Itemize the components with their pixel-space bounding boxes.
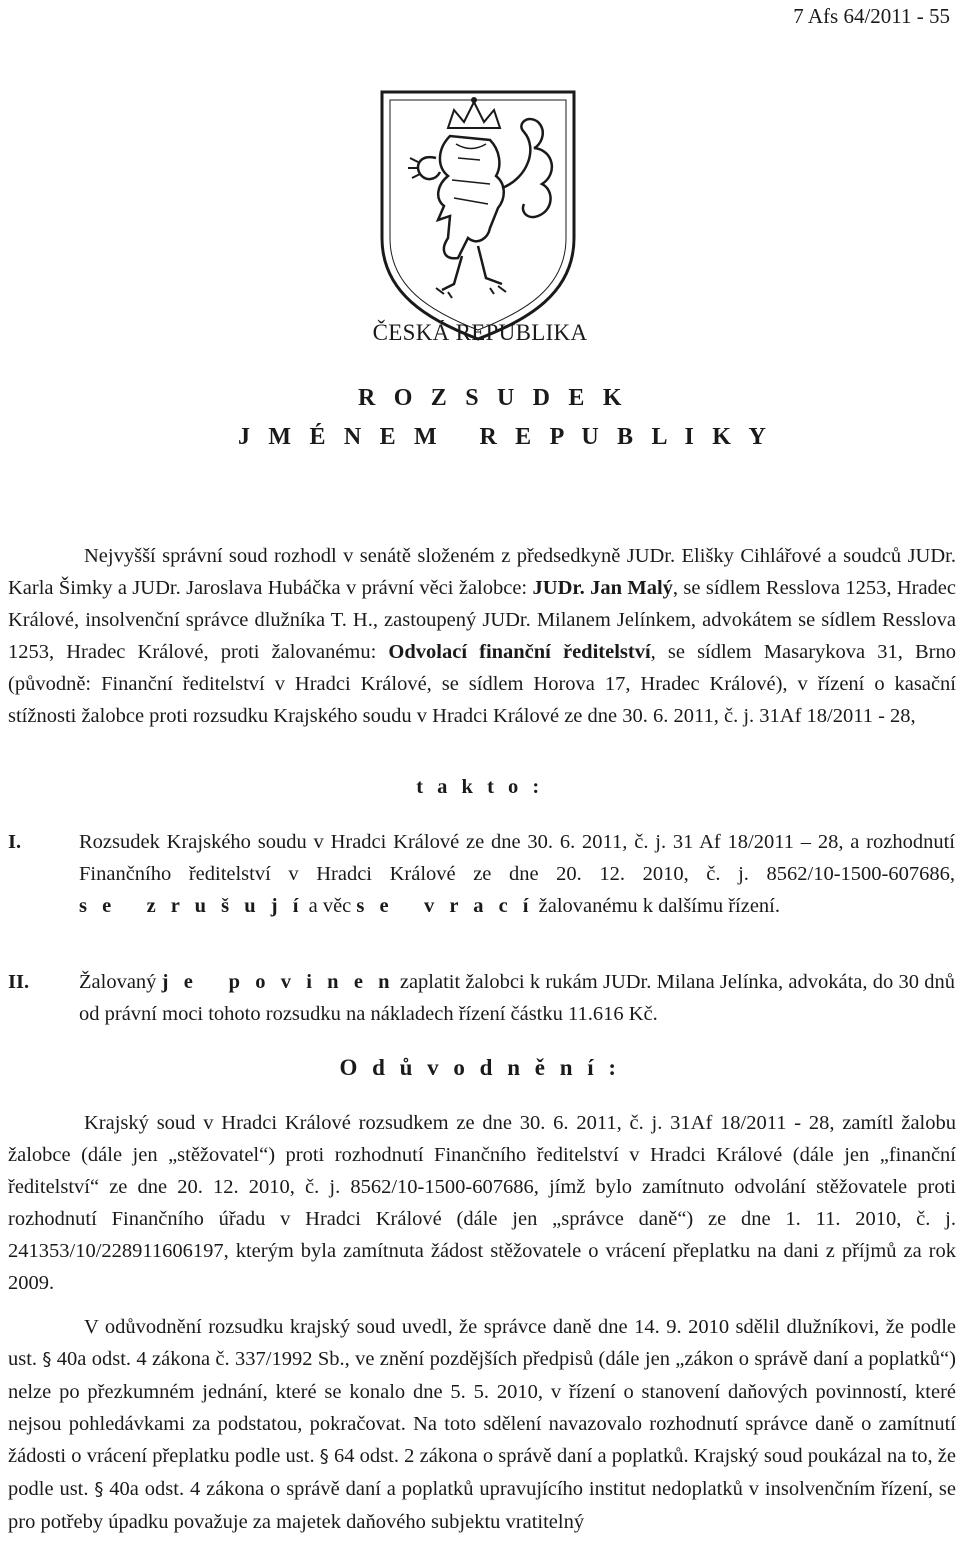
- verdict-item-1: [79, 826, 955, 922]
- verdict-heading: t a k t o :: [416, 776, 544, 798]
- verdict-item-2-text-a: Žalovaný: [79, 971, 162, 993]
- plaintiff-name: JUDr. Jan Malý: [532, 577, 673, 599]
- reasoning-text-2a: V odůvodnění rozsudku krajský soud uvedl, že správce daně dne 14. 9. 2010 sdělil dlužníkovi, že podle ust.: [8, 1316, 956, 1370]
- intro-text-2: , se sídlem Resslova 1253, Hradec Králové, insolvenční správce dlužníka T. H., zastoupený JUDr. Milanem Jelínkem, advokátem se sídlem Resslova 1253, Hradec Králové, proti žalovanému:: [8, 577, 956, 663]
- verdict-item-1-text-b: a věc: [303, 895, 357, 917]
- section-sign: §: [42, 1349, 52, 1370]
- reasoning-paragraph-1: [8, 1107, 956, 1299]
- reasoning-paragraph-2: [8, 1311, 956, 1538]
- document-title: R O Z S U D E K: [358, 385, 628, 411]
- document-subtitle: J M É N E M R E P U B L I K Y: [238, 424, 773, 450]
- reasoning-text-2b: 40a odst. 4 zákona č. 337/1992 Sb., ve znění pozdějších předpisů (dále jen „zákon o správě daní a poplatků“) nelze po přezkumném jednání, které se konalo dne 5. 5. 2010, v řízení o stanovení daňových povinností, které nejsou pohledávkami za podstatou, pokračovat. Na toto sdělení navazovalo rozhodnutí správce daně o zamítnutí žádosti o vrácení přeplatku podle ust.: [8, 1348, 956, 1467]
- verdict-item-1-text-c: žalovanému k dalšímu řízení.: [533, 895, 780, 917]
- verdict-item-number-1: I.: [8, 831, 22, 853]
- intro-text-1: Nejvyšší správní soud rozhodl v senátě složeném z předsedkyně JUDr. Elišky Cihlářové a soudců JUDr. Karla Šimky a JUDr. Jaroslava Hubáčka v právní věci žalobce:: [8, 545, 956, 599]
- defendant-name: Odvolací finanční ředitelství: [388, 641, 651, 663]
- section-sign: §: [94, 1479, 104, 1500]
- intro-text-3: , se sídlem Masarykova 31, Brno (původně: Finanční ředitelství v Hradci Králové, se sídlem Horova 17, Hradec Králové), v řízení o kasační stížnosti žalobce proti rozsudku Krajského soudu v Hradci Králové ze dne 30. 6. 2011, č. j. 31Af 18/2011 - 28,: [8, 641, 956, 727]
- verdict-item-1-emph-2: s e v r a c í: [356, 895, 534, 917]
- verdict-item-number-2: II.: [8, 971, 30, 993]
- verdict-item-2-text-b: zaplatit žalobci k rukám JUDr. Milana Jelínka, advokáta, do 30 dnů od právní moci tohoto rozsudku na nákladech řízení částku 11.616 Kč.: [79, 971, 955, 1025]
- verdict-item-2-emph: j e p o v i n e n: [161, 971, 395, 993]
- reasoning-text-2c: 64 odst. 2 zákona o správě daní a poplatků. Krajský soud poukázal na to, že podle ust.: [8, 1445, 956, 1500]
- reasoning-heading: O d ů v o d n ě n í :: [339, 1055, 621, 1080]
- verdict-item-2: [79, 966, 955, 1030]
- country-name: ČESKÁ REPUBLIKA: [372, 320, 588, 345]
- verdict-item-1-text-a: Rozsudek Krajského soudu v Hradci Králové ze dne 30. 6. 2011, č. j. 31 Af 18/2011 – 28, a rozhodnutí Finančního ředitelství v Hradci Králové ze dne 20. 12. 2010, č. j. 8562/10-1500-607686,: [79, 831, 955, 885]
- reasoning-text-2d: 40a odst. 4 zákona o správě daní a poplatků upravujícího institut nedoplatků v insolvenčním řízení, se pro potřeby úpadku považuje za majetek daňového subjektu vratitelný: [8, 1478, 957, 1533]
- intro-paragraph: [8, 540, 956, 732]
- reasoning-text-1: Krajský soud v Hradci Králové rozsudkem ze dne 30. 6. 2011, č. j. 31Af 18/2011 - 28, zamítl žalobu žalobce (dále jen „stěžovatel“) proti rozhodnutí Finančního ředitelství v Hradci Králové (dále jen „finanční ředitelství“ ze dne 20. 12. 2010, č. j. 8562/10-1500-607686, jímž bylo zamítnuto odvolání stěžovatele proti rozhodnutí Finančního úřadu v Hradci Králové (dále jen „správce daně“) ze dne 1. 11. 2010, č. j. 241353/10/228911606197, kterým byla zamítnuta žádost stěžovatele o vrácení přeplatku na dani z příjmů za rok 2009.: [8, 1112, 956, 1294]
- verdict-item-1-emph-1: s e z r u š u j í: [79, 895, 304, 917]
- case-reference: 7 Afs 64/2011 - 55: [793, 4, 950, 28]
- section-sign: §: [319, 1446, 329, 1467]
- czech-coat-of-arms-icon: [378, 88, 578, 343]
